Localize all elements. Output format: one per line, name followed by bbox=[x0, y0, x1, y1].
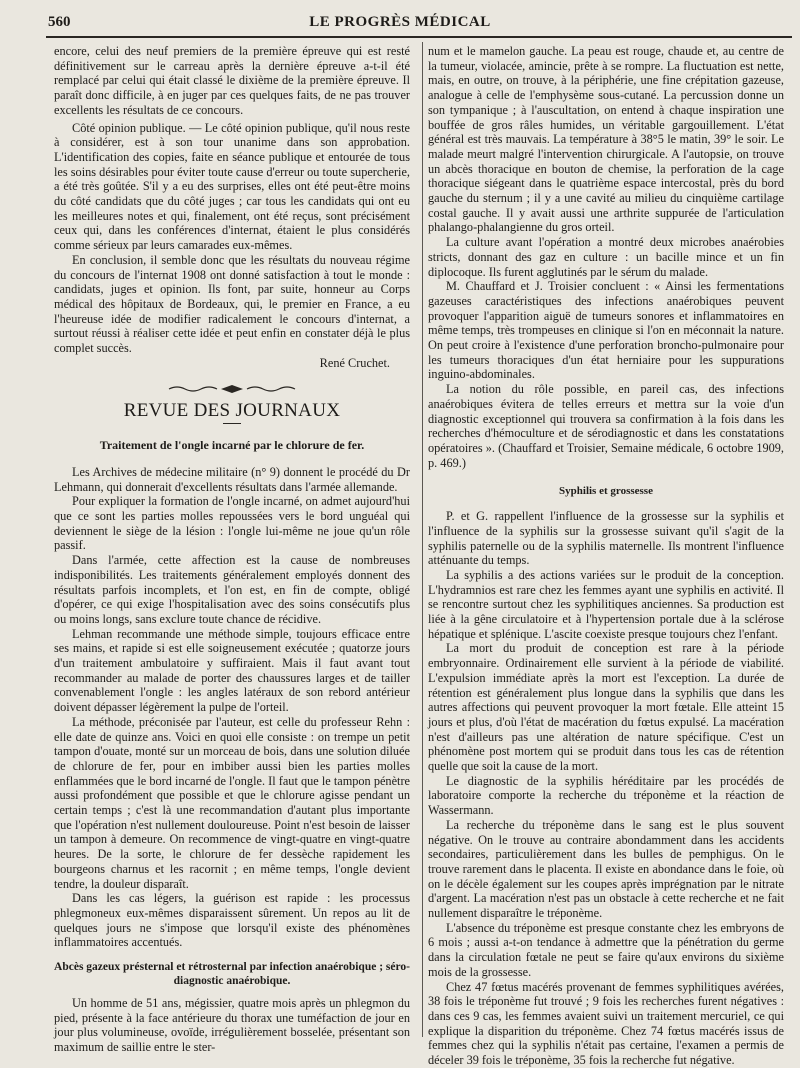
journal-title: LE PROGRÈS MÉDICAL bbox=[309, 14, 491, 30]
paragraph: La recherche du tréponème dans le sang est le plus souvent négative. On le trouve au contraire abondamment dans les accidents secondaires, particulièrement dans les bulles de pemphigus. On le trouve rarement dans le placenta. Il existe en abondance dans le foie, où on le décèle également sur les coupes après imprégnation par le nitrate d'argent. La macération n'est pas un obstacle à cette recherche et ne fait nullement disparaître le tréponème. bbox=[428, 817, 784, 921]
article-heading: Syphilis et grossesse bbox=[559, 485, 653, 498]
paragraph: La notion du rôle possible, en pareil cas, des infections anaérobiques évitera de telles erreurs et mettra sur la voie d'un diagnostic exceptionnel qui trouvera sa confirmation à la fois dans les recherches d'hémoculture et de sérodiagnostic et dans les constatations opératoires ». (Chauffard et Troisier, Semaine médicale, 6 octobre 1909, p. 469.) bbox=[428, 382, 784, 470]
paragraph: encore, celui des neuf premiers de la première épreuve qui est resté définitivement sur le carreau après la dernière épreuve a-t-il été remplacé par celui qui était classé le dixième de la première épreuve. Il paraît donc difficile, à en juger par ces quelques faits, de ne pas trouver excellents les résultats de ce concours. bbox=[54, 44, 410, 117]
paragraph: M. Chauffard et J. Troisier concluent : « Ainsi les fermentations gazeuses caractéristiques des infections anaérobiques peuvent provoquer l'apparition aiguë de tumeurs sonores et inflammatoires en même temps, très trompeuses en clinique si l'on en méconnait la nature. On peut croire à l'existence d'une perforation broncho-pulmonaire pour les tumeurs thoraciques d'un état herniaire pour les suppurations inguino-abdominales. bbox=[428, 279, 784, 382]
ornament-divider bbox=[54, 384, 410, 394]
article-title: Traitement de l'ongle incarné par le chlorure de fer. bbox=[99, 438, 365, 453]
paragraph: Pour expliquer la formation de l'ongle incarné, on admet aujourd'hui que ce sont les parties molles repoussées vers le bord unguéal qui deviennent le siège de la lésion : l'ongle lui-même ne joue qu'un rôle passif. bbox=[54, 494, 410, 553]
left-column bbox=[54, 44, 410, 1055]
article-title: Abcès gazeux présternal et rétrosternal par infection anaérobique ; séro-diagnostic anaérobique. bbox=[54, 961, 410, 988]
author-signature: René Cruchet. bbox=[319, 355, 390, 370]
title-dash bbox=[223, 423, 241, 424]
paragraph: Un homme de 51 ans, mégissier, quatre mois après un phlegmon du pied, présente à la face antérieure du thorax une tuméfaction de jour en jour plus volumineuse, ovoïde, irrégulièrement bosselée, présentant son maximum de saillie entre le ster- bbox=[54, 996, 410, 1055]
paragraph: La méthode, préconisée par l'auteur, est celle du professeur Rehn : elle date de quinze ans. Voici en quoi elle consiste : on trempe un petit tampon d'ouate, monté sur un morceau de bois, dans une solution diluée de chlorure de fer, pour en imbiber aussi bien les parties molles enflammées que le bord incarné de l'ongle. Il faut que le tampon pénètre aussi profondément que possible et que le chlorure agisse pendant un certain temps ; c'est là une recommandation d'autant plus importante que l'opération n'est nullement douloureuse. Point n'est besoin de laisser un tampon à demeure. On recommence de vingt-quatre en vingt-quatre heures. De la sorte, le chlorure de fer dessèche rapidement les bourgeons charnus et les racornit ; en même temps, l'ongle devient tendre, la douleur disparaît. bbox=[54, 714, 410, 891]
paragraph: Dans les cas légers, la guérison est rapide : les processus phlegmoneux eux-mêmes disparaissent sûrement. Un repos au lit de quelques jours ne s'impose que lorsqu'il existe des phénomènes inflammatoires accentués. bbox=[54, 891, 410, 950]
right-column bbox=[428, 44, 784, 1068]
paragraph: Le diagnostic de la syphilis héréditaire par les procédés de laboratoire comporte la recherche du tréponème et la réaction de Wassermann. bbox=[428, 773, 784, 818]
header-rule bbox=[46, 36, 792, 38]
paragraph: Chez 47 fœtus macérés provenant de femmes syphilitiques avérées, 38 fois le tréponème fut trouvé ; 9 fois les recherches furent négatives : dans ces 9 cas, les femmes avaient suivi un traitement mercuriel, ce qui explique la disparition du tréponème. Chez 74 fœtus macérés issus de femmes chez qui la syphilis n'était pas certaine, l'examen a permis de déceler 39 fois le tréponème, 35 fois la recherche fut négative. bbox=[428, 979, 784, 1068]
column-divider bbox=[422, 42, 423, 1037]
paragraph: La mort du produit de conception est rare à la période embryonnaire. Ordinairement elle survient à la période de viabilité. L'expulsion immédiate après la mort est l'exception. La durée de rétention est généralement plus longue dans la syphilis que dans les autres affections qui peuvent provoquer la mort fœtale. Elle atteint 15 jours et plus, d'où l'état de macération du fœtus expulsé. La macération n'est d'ailleurs pas une altération de nature spécifique. C'est un phénomène post mortem qui se produit dans tous les cas de rétention quelle que soit la cause de la mort. bbox=[428, 641, 784, 774]
paragraph: L'absence du tréponème est presque constante chez les embryons de 6 mois ; aussi a-t-on tendance à admettre que la pénétration du germe dans la circulation fœtale ne peut se faire qu'aux environs du sixième mois de la grossesse. bbox=[428, 920, 784, 979]
page-number: 560 bbox=[48, 14, 71, 30]
paragraph: La culture avant l'opération a montré deux microbes anaérobies stricts, donnant des gaz en culture : un bacille mince et un fin diplocoque. Ils furent agglutinés par le sérum du malade. bbox=[428, 235, 784, 279]
paragraph: Lehman recommande une méthode simple, toujours efficace entre ses mains, et rapide si est elle soigneusement exécutée ; quatorze jours d'un traitement ambulatoire y suffiraient. Mais il faut avant tout recommander au malade de porter des chaussures larges et de tailler convenablement l'ongle : les angles latéraux de son rebord antérieur doivent dépasser légèrement la pulpe de l'orteil. bbox=[54, 626, 410, 715]
paragraph: Les Archives de médecine militaire (n° 9) donnent le procédé du Dr Lehmann, qui donnerait d'excellents résultats dans l'armée allemande. bbox=[54, 464, 410, 494]
section-title: REVUE DES JOURNAUX bbox=[123, 400, 341, 422]
paragraph: Dans l'armée, cette affection est la cause de nombreuses indisponibilités. Les traitements généralement employés donnent des résultats parfois incomplets, et l'on est, en fin de compte, obligé d'opérer, ce qui exige l'hospitalisation avec des soins consécutifs plus ou moins longs, sans exclure toute chance de récidive. bbox=[54, 553, 410, 626]
paragraph: num et le mamelon gauche. La peau est rouge, chaude et, au centre de la tumeur, violacée, amincie, prête à se rompre. La fluctuation est nette, mais, en outre, on trouve, à la périphérie, une fine crépitation gazeuse, analogue à celle de l'emphysème sous-cutané. La percussion donne un son tympanique ; à l'auscultation, on entend à chaque inspiration une bouffée de gros râles humides, un véritable gargouillement. L'état général est très mauvais. La température à 38°5 le matin, 39° le soir. Le malade meurt malgré l'intervention chirurgicale. A l'autopsie, on trouve un abcès thoracique en bouton de chemise, la perforation de la cage thoracique siégeant dans le quatrième espace intercostal, près du bord gauche du sternum ; il y a une cavité au milieu du cinquième cartilage costal gauche. Il y avait aussi une arthrite suppurée de l'articulation phalango-phalangienne du gros orteil. bbox=[428, 44, 784, 235]
page-header bbox=[0, 0, 800, 36]
paragraph: P. et G. rappellent l'influence de la grossesse sur la syphilis et l'influence de la syphilis sur la grossesse suivant qu'il s'agit de la syphilis paternelle ou de la syphilis maternelle. Ils montrent l'influence atténuante du temps. bbox=[428, 509, 784, 568]
paragraph: En conclusion, il semble donc que les résultats du nouveau régime du concours de l'internat 1908 ont donné satisfaction à tout le monde : candidats, juges et opinion. Ils font, par suite, honneur au Corps médical des hôpitaux de Bordeaux, qui, le premier en France, a eu l'heureuse idée de modifier radicalement le concours d'internat, a surtout réussi à réaliser cette idée et peut enfin en constater déjà le plus complet succès. bbox=[54, 252, 410, 356]
ornament-icon bbox=[167, 384, 297, 394]
paragraph: La syphilis a des actions variées sur le produit de la conception. L'hydramnios est rare chez les femmes ayant une syphilis en activité. Il se rencontre surtout chez les syphilitiques anciennes. Sa production est liée à la gêne circulatoire et à l'hypertension portale due à la sclérose hépatique et splénique. L'ascite coexiste presque toujours chez l'enfant. bbox=[428, 567, 784, 641]
paragraph: Côté opinion publique. — Le côté opinion publique, qu'il nous reste à considérer, est à son tour unanime dans son approbation. L'identification des copies, faite en séance publique et entourée de tous les soins désirables pour éviter toute cause d'erreur ou toute supercherie, a été très goûtée. S'il y a eu des surprises, elles ont été peut-être moins du côté candidats que du côté juges ; car tous les candidats qui ont eu les meilleures notes et qui, finalement, ont été reçus, sont précisément ceux qui, dans les conférences d'internat, étaient le plus considérés comme sérieux par leurs camarades eux-mêmes. bbox=[54, 120, 410, 253]
